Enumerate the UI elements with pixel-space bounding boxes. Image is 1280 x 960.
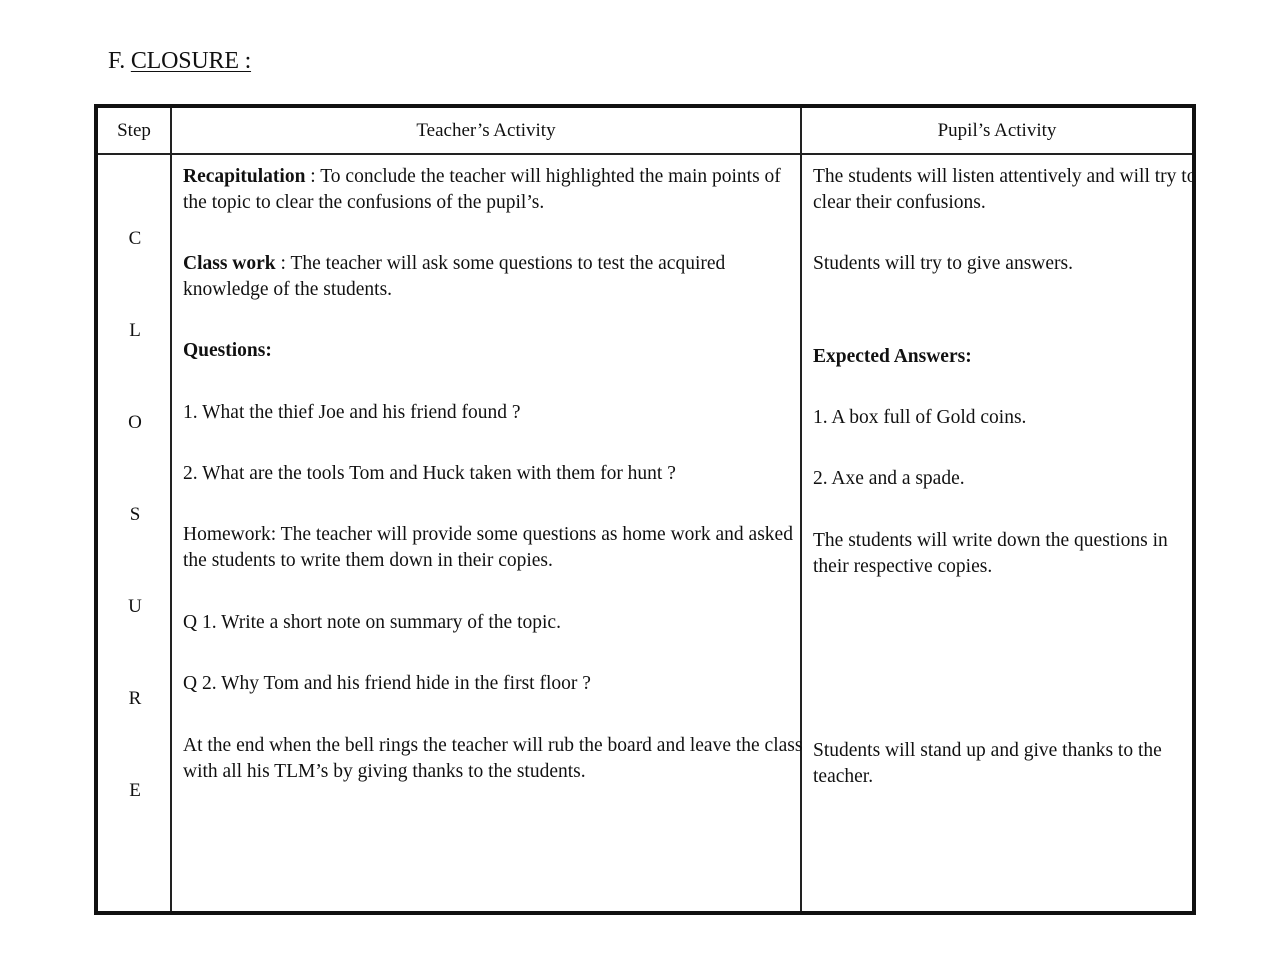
label-class-work: Class work bbox=[183, 253, 276, 274]
homework-question-2: Q 2. Why Tom and his friend hide in the first floor ? bbox=[183, 673, 591, 694]
teacher-questions-heading bbox=[183, 338, 803, 364]
step-letter: R bbox=[128, 688, 142, 709]
column-divider-teacher bbox=[800, 108, 802, 911]
teacher-question-2: 2. What are the tools Tom and Huck taken with them for hunt ? bbox=[183, 463, 676, 484]
step-letter: O bbox=[128, 412, 142, 433]
class-work-text: : The teacher will ask some questions to test the acquired knowledge of the students. bbox=[183, 253, 726, 300]
pupil-expected-answers-heading bbox=[813, 344, 1198, 370]
header-divider bbox=[98, 153, 1192, 155]
header-pupil-activity: Pupil’s Activity bbox=[937, 119, 1057, 141]
teacher-homework: Homework: The teacher will provide some questions as home work and asked the students to write them down in their copies. bbox=[183, 524, 793, 571]
pupil-write-homework: The students will write down the questions in their respective copies. bbox=[813, 530, 1168, 577]
teacher-class-work bbox=[183, 251, 803, 303]
section-prefix: F. bbox=[108, 48, 131, 74]
label-questions: Questions: bbox=[183, 340, 272, 361]
step-letter: U bbox=[128, 596, 142, 617]
expected-answer-2: 2. Axe and a spade. bbox=[813, 468, 965, 489]
pupil-thanks: Students will stand up and give thanks to the teacher. bbox=[813, 740, 1162, 787]
step-letter: L bbox=[129, 320, 141, 341]
header-step: Step bbox=[117, 119, 151, 141]
header-teacher-activity: Teacher’s Activity bbox=[416, 119, 556, 141]
pupil-try-answers: Students will try to give answers. bbox=[813, 253, 1073, 274]
pupil-listen: The students will listen attentively and will try to clear their confusions. bbox=[813, 166, 1197, 213]
teacher-ending: At the end when the bell rings the teacher will rub the board and leave the class with all his TLM’s by giving thanks to the students. bbox=[183, 735, 803, 782]
step-letter: C bbox=[128, 228, 142, 249]
step-letter: E bbox=[129, 780, 141, 801]
step-letter: S bbox=[129, 504, 141, 525]
section-title: CLOSURE : bbox=[130, 48, 252, 74]
closure-table bbox=[94, 104, 1196, 915]
label-expected-answers: Expected Answers: bbox=[813, 346, 972, 367]
expected-answer-1: 1. A box full of Gold coins. bbox=[813, 407, 1027, 428]
teacher-question-1: 1. What the thief Joe and his friend found ? bbox=[183, 402, 521, 423]
homework-question-1: Q 1. Write a short note on summary of the topic. bbox=[183, 612, 561, 633]
teacher-recapitulation bbox=[183, 164, 803, 216]
recapitulation-text: : To conclude the teacher will highlighted the main points of the topic to clear the confusions of the pupil’s. bbox=[183, 166, 781, 213]
label-recapitulation: Recapitulation bbox=[183, 166, 306, 187]
section-heading bbox=[108, 46, 251, 76]
